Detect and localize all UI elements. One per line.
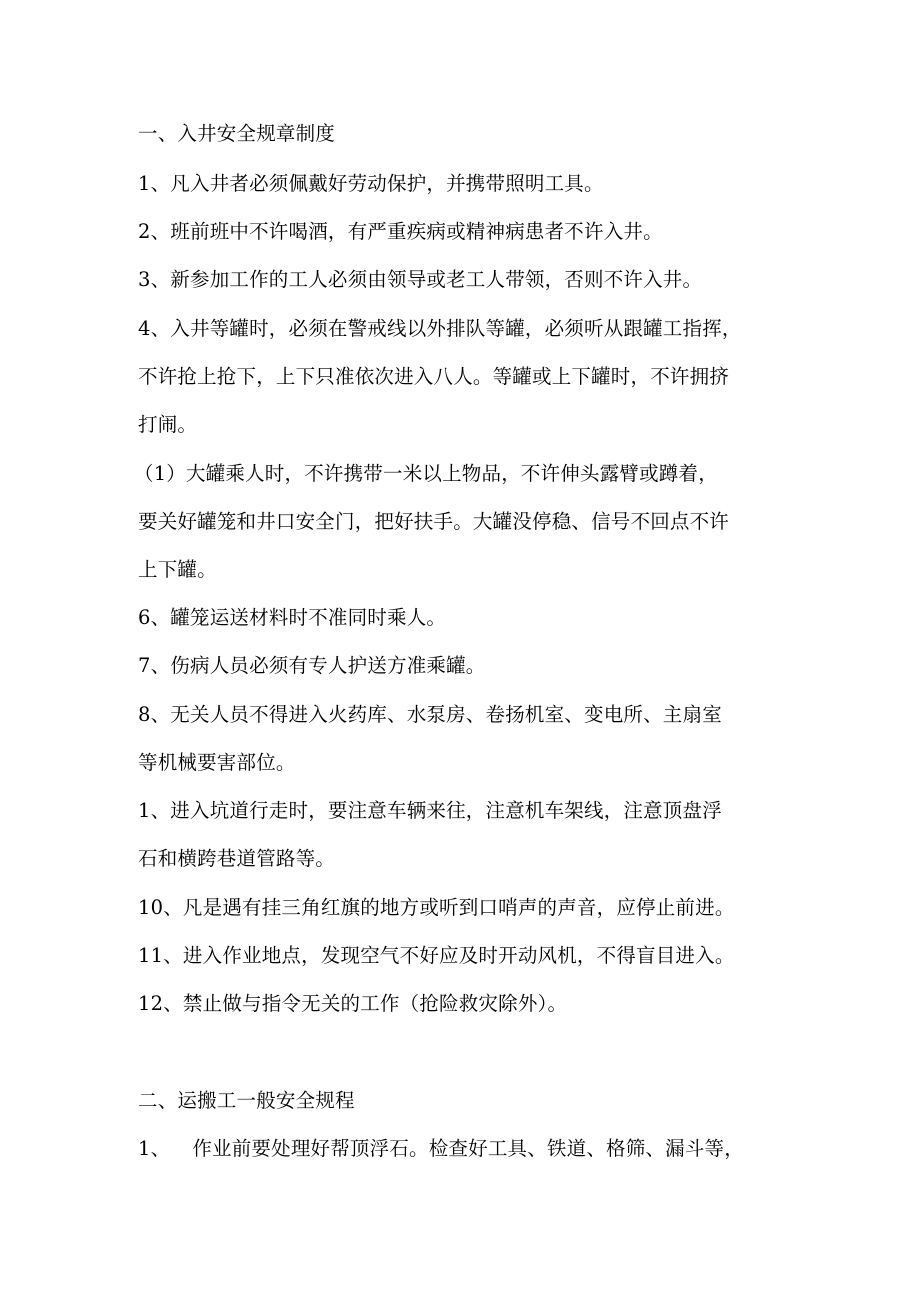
rule-10: 10、凡是遇有挂三角红旗的地方或听到口哨声的声音，应停止前进。 (138, 896, 735, 919)
rule-9-line-2: 石和横跨巷道管路等。 (138, 847, 336, 870)
rule-3: 3、新参加工作的工人必须由领导或老工人带领，否则不许入井。 (138, 268, 703, 291)
rule-8-line-2: 等机械要害部位。 (138, 751, 296, 774)
rule-4-line-1: 4、入井等罐时，必须在警戒线以外排队等罐，必须听从跟罐工指挥， (138, 317, 742, 340)
rule-4-line-3: 打闹。 (138, 413, 198, 436)
rule-5-line-1: （1）大罐乘人时，不许携带一米以上物品，不许伸头露臂或蹲着， (134, 462, 718, 485)
rule-6: 6、罐笼运送材料时不准同时乘人。 (138, 606, 447, 629)
section2-rule-1 (138, 1137, 898, 1161)
rule-2: 2、班前班中不许喝酒，有严重疾病或精神病患者不许入井。 (138, 220, 663, 243)
rule-1: 1、凡入井者必须佩戴好劳动保护，并携带照明工具。 (138, 172, 604, 195)
rule-12: 12、禁止做与指令无关的工作（抢险救灾除外）。 (138, 992, 568, 1015)
rule-5-line-2: 要关好罐笼和井口安全门，把好扶手。大罐没停稳、信号不回点不许 (138, 510, 730, 533)
rule-4-line-2: 不许抢上抢下，上下只准依次进入八人。等罐或上下罐时，不许拥挤 (138, 365, 730, 388)
rule-5-line-3: 上下罐。 (138, 558, 217, 581)
section1-heading: 一、入井安全规章制度 (138, 122, 336, 145)
section2-heading: 二、运搬工一般安全规程 (138, 1089, 355, 1112)
section2-rule-1-text: 作业前要处理好帮顶浮石。检查好工具、铁道、格筛、漏斗等， (192, 1137, 744, 1160)
section2-rule-1-number: 1、 (138, 1137, 171, 1160)
rule-7: 7、伤病人员必须有专人护送方准乘罐。 (138, 654, 486, 677)
rule-11: 11、进入作业地点，发现空气不好应及时开动风机，不得盲目进入。 (138, 944, 735, 967)
rule-9-line-1: 1、进入坑道行走时，要注意车辆来往，注意机车架线，注意顶盘浮 (138, 799, 722, 822)
rule-8-line-1: 8、无关人员不得进入火药库、水泵房、卷扬机室、变电所、主扇室 (138, 703, 722, 726)
